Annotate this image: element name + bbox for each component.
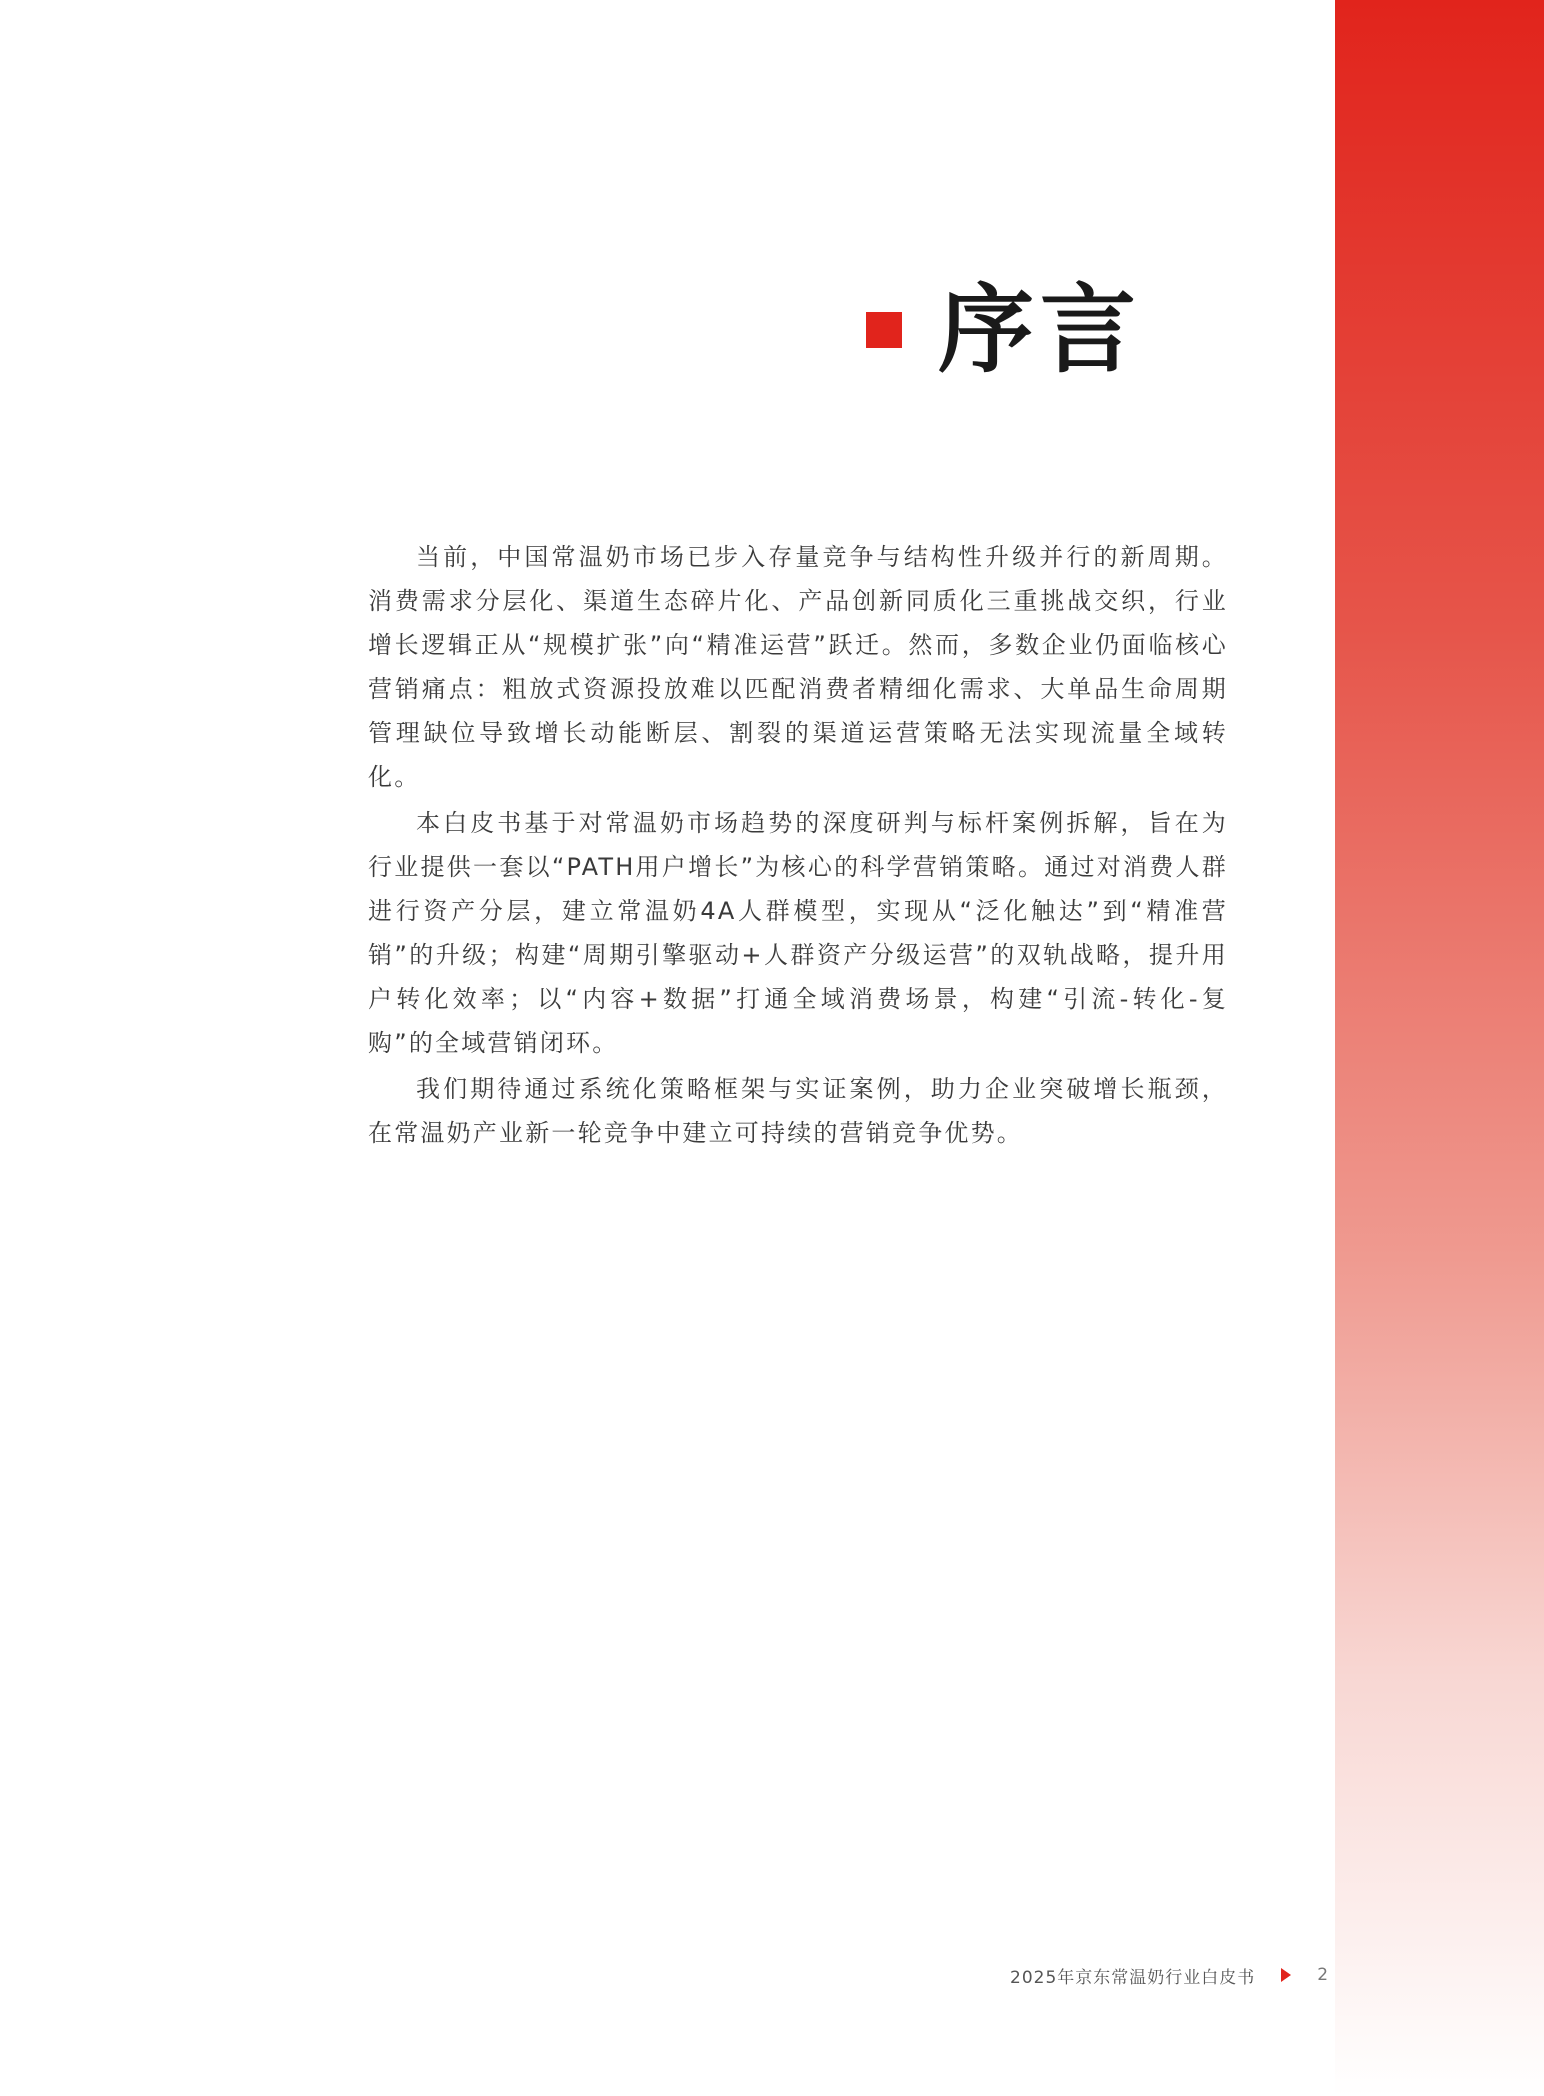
- decorative-side-band: [1335, 0, 1544, 2096]
- footer-doc-title: 2025年京东常温奶行业白皮书: [1010, 1967, 1256, 1988]
- square-bullet-icon: [866, 312, 902, 348]
- page-footer: [1010, 1960, 1328, 1990]
- paragraph-2: 本白皮书基于对常温奶市场趋势的深度研判与标杆案例拆解，旨在为行业提供一套以“PATH用户增长”为核心的科学营销策略。通过对消费人群进行资产分层，建立常温奶4A人群模型，实现从“泛化触达”到“精准营销”的升级；构建“周期引擎驱动+人群资产分级运营”的双轨战略，提升用户转化效率；以“内容+数据”打通全域消费场景，构建“引流-转化-复购”的全域营销闭环。: [368, 809, 1228, 1057]
- page-number: 2: [1317, 1965, 1329, 1985]
- paragraph-3: 我们期待通过系统化策略框架与实证案例，助力企业突破增长瓶颈，在常温奶产业新一轮竞争中建立可持续的营销竞争优势。: [368, 1075, 1228, 1147]
- paragraph-1: 当前，中国常温奶市场已步入存量竞争与结构性升级并行的新周期。消费需求分层化、渠道生态碎片化、产品创新同质化三重挑战交织，行业增长逻辑正从“规模扩张”向“精准运营”跃迁。然而，多数企业仍面临核心营销痛点：粗放式资源投放难以匹配消费者精细化需求、大单品生命周期管理缺位导致增长动能断层、割裂的渠道运营策略无法实现流量全域转化。: [368, 543, 1228, 791]
- page-title: 序言: [938, 274, 1142, 386]
- section-heading: [866, 270, 1142, 390]
- play-arrow-icon: [1281, 1968, 1291, 1982]
- preface-body: [368, 535, 1228, 1157]
